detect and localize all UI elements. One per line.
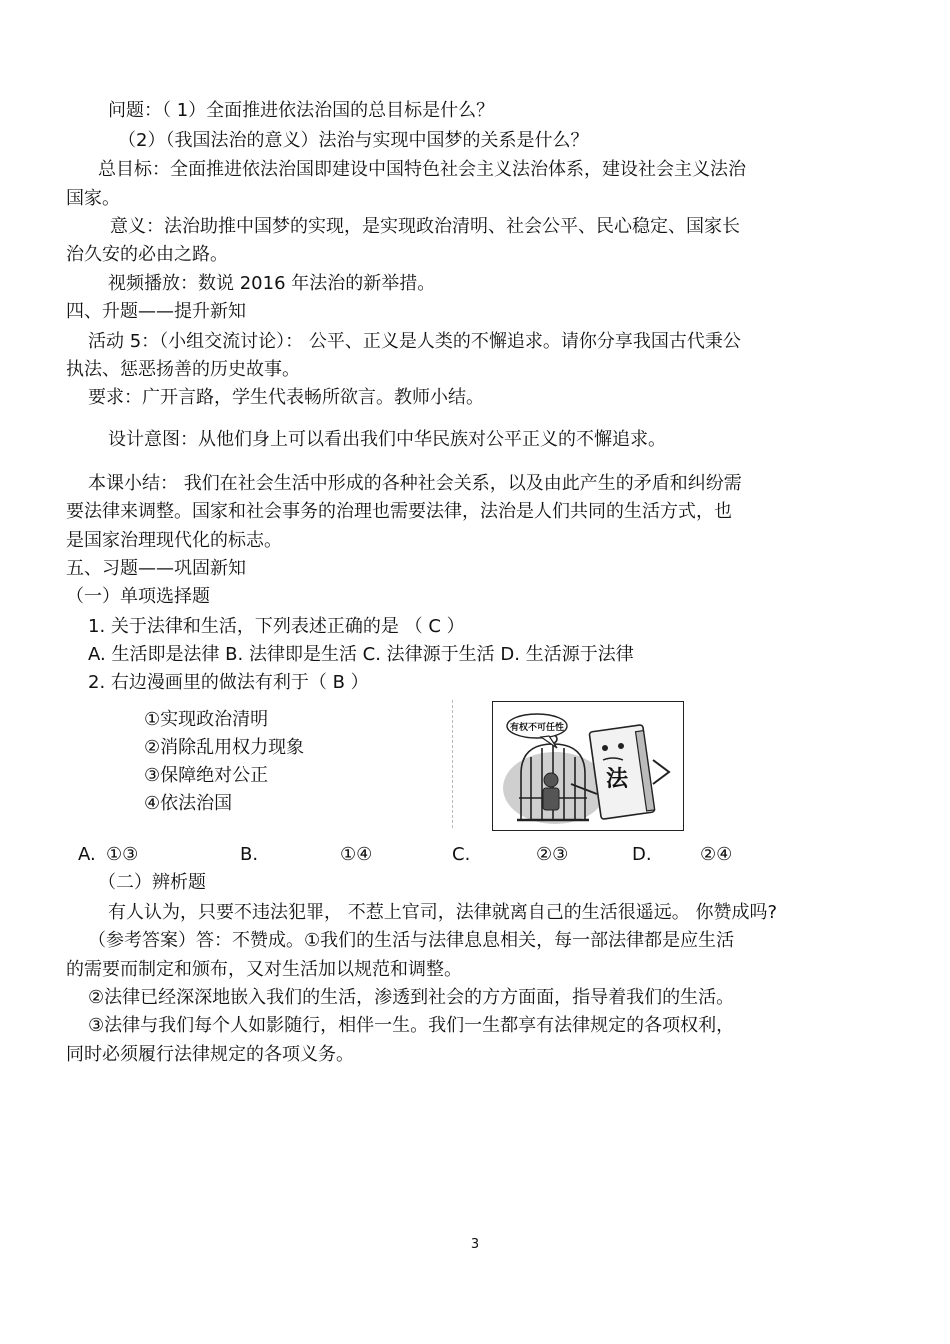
question-2-item-3: ③保障绝对公正 (144, 765, 269, 786)
section-five-heading: 五、习题——巩固新知 (66, 558, 246, 579)
answer-line-2: 的需要而制定和颁布，又对生活加以规范和调整。 (66, 959, 462, 980)
answer-line-5: 同时必须履行法律规定的各项义务。 (66, 1044, 354, 1065)
answer-b-value: ①④ (340, 844, 373, 865)
speech-text: 有权不可任性 (509, 723, 565, 733)
answer-c-value: ②③ (536, 844, 569, 865)
goal-line-1: 总目标：全面推进依法治国即建设中国特色社会主义法治体系，建设社会主义法治 (98, 159, 746, 180)
discussion-question: 有人认为，只要不违法犯罪， 不惹上官司，法律就离自己的生活很遥远。 你赞成吗? (108, 902, 777, 923)
activity-5-line-2: 执法、惩恶扬善的历史故事。 (66, 359, 300, 380)
summary-line-1: 本课小结： 我们在社会生活中形成的各种社会关系，以及由此产生的矛盾和纠纷需 (88, 473, 742, 494)
question-2-item-4: ④依法治国 (144, 793, 233, 814)
answer-line-4: ③法律与我们每个人如影随行，相伴一生。我们一生都享有法律规定的各项权利， (88, 1015, 735, 1036)
cartoon-drawing (493, 702, 683, 829)
question-1: 1. 关于法律和生活，下列表述正确的是 （ C ） (88, 616, 465, 637)
summary-line-2: 要法律来调整。国家和社会事务的治理也需要法律，法治是人们共同的生活方式，也 (66, 501, 732, 522)
design-intent-line: 设计意图：从他们身上可以看出我们中华民族对公平正义的不懈追求。 (108, 429, 666, 450)
part-two-heading: （二）辨析题 (98, 872, 206, 893)
answer-a-letter: A. (78, 844, 96, 865)
book-title: 法 (605, 767, 629, 792)
law-cartoon (492, 701, 684, 831)
section-four-heading: 四、升题——提升新知 (66, 301, 246, 322)
question-2: 2. 右边漫画里的做法有利于（ B ） (88, 672, 369, 693)
answer-line-1: （参考答案）答：不赞成。①我们的生活与法律息息相关，每一部法律都是应生活 (88, 930, 735, 951)
meaning-line-2: 治久安的必由之路。 (66, 244, 228, 265)
question-2-item-2: ②消除乱用权力现象 (144, 737, 305, 758)
question-2-item-1: ①实现政治清明 (144, 709, 269, 730)
question-two: （2）（我国法治的意义）法治与实现中国梦的关系是什么？ (118, 130, 589, 151)
requirement-line: 要求：广开言路，学生代表畅所欲言。教师小结。 (88, 387, 484, 408)
answer-a-value: ①③ (106, 844, 139, 865)
activity-5-line-1: 活动 5：（小组交流讨论）： 公平、正义是人类的不懈追求。请你分享我国古代秉公 (88, 331, 741, 352)
goal-line-2: 国家。 (66, 188, 120, 209)
caged-figure (543, 773, 559, 810)
answer-line-3: ②法律已经深深地嵌入我们的生活，渗透到社会的方方面面，指导着我们的生活。 (88, 987, 735, 1008)
answer-c-letter: C. (452, 844, 471, 865)
speech-bubble-icon (507, 714, 567, 748)
video-line: 视频播放：数说 2016 年法治的新举措。 (108, 273, 436, 294)
question-1-options: A. 生活即是法律 B. 法律即是生活 C. 法律源于生活 D. 生活源于法律 (88, 644, 634, 665)
part-one-heading: （一）单项选择题 (66, 586, 210, 607)
question-heading: 问题：（ 1）全面推进依法治国的总目标是什么？ (108, 100, 495, 121)
column-divider (452, 700, 453, 828)
answer-d-letter: D. (632, 844, 652, 865)
summary-line-3: 是国家治理现代化的标志。 (66, 530, 282, 551)
page-number: 3 (470, 1237, 480, 1252)
answer-b-letter: B. (240, 844, 259, 865)
answer-d-value: ②④ (700, 844, 733, 865)
meaning-line-1: 意义：法治助推中国梦的实现，是实现政治清明、社会公平、民心稳定、国家长 (110, 216, 740, 237)
